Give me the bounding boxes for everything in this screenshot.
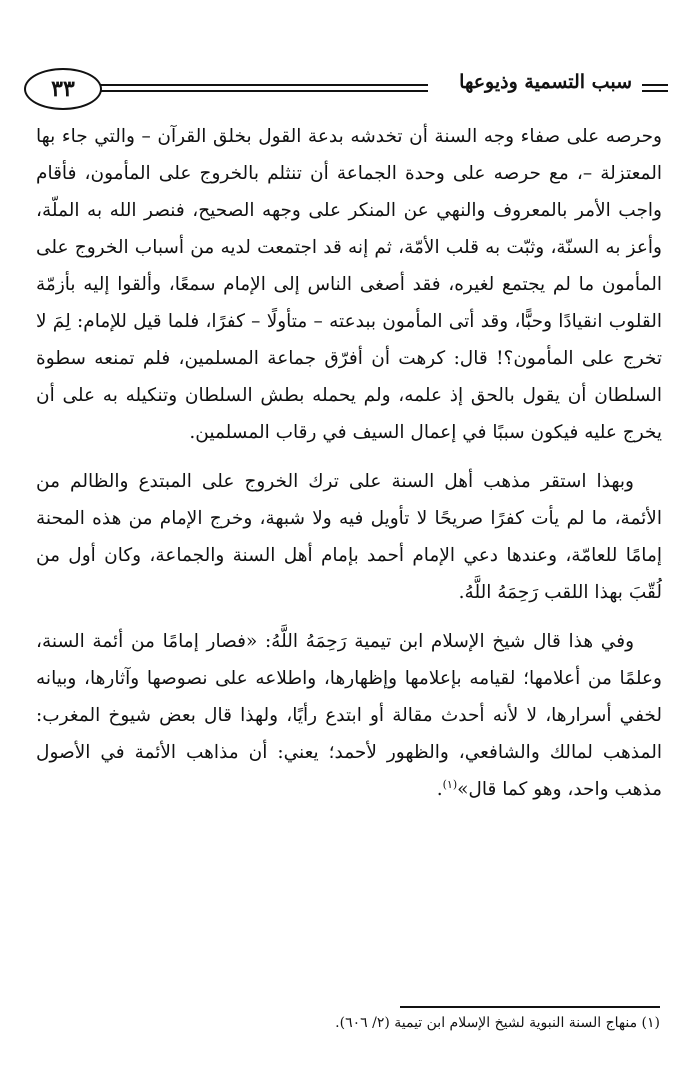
paragraph: وفي هذا قال شيخ الإسلام ابن تيمية رَحِمَهُ اللَّهُ: «فصار إمامًا من أئمة السنة، وعلمًا من أعلامها؛ لقيامه بإعلامها وإظهارها، واطلاعه على نصوصها وآثارها، وبيانه لخفي أسرارها، لا لأنه أحدث مقالة أو ابتدع رأيًا، ولهذا قال بعض شيوخ المغرب: المذهب لمالك والشافعي، والظهور لأحمد؛ يعني: أن مذاهب الأئمة في الأصول مذهب واحد، وهو كما قال»$^{(١)}$. [36, 631, 662, 800]
footnote-divider [400, 1006, 660, 1008]
running-title: سبب التسمية وذيوعها [453, 71, 638, 93]
paragraph: وحرصه على صفاء وجه السنة أن تخدشه بدعة القول بخلق القرآن – والتي جاء بها المعتزلة –، مع حرصه على وحدة الجماعة أن تنثلم بالخروج على المأمون، فأقام واجب الأمر بالمعروف والنهي عن المنكر على وجهه الصحيح، فنصر الله به الملّة، وأعز به السنّة، وثبّت به قلب الأمّة، ثم إنه قد اجتمعت لديه من أسباب الخروج على المأمون ما لم يجتمع لغيره، فقد أصغى الناس إلى الإمام سمعًا، وألقوا إليه بأزمّة القلوب انقيادًا وحبًّا، وقد أتى المأمون ببدعته – متأولًا – كفرًا، فلما قيل للإمام: لِمَ لا تخرج على المأمون؟! قال: كرهت أن أفرّق جماعة المسلمين، فلم تمنعه سطوة السلطان أن يقول بالحق إذ علمه، ولم يحمله بطش السلطان وتنكيله به على أن يخرج عليه فيكون سببًا في إعمال السيف في رقاب المسلمين. [36, 126, 662, 443]
page-header [20, 68, 668, 112]
header-rule [642, 84, 668, 86]
header-rule [90, 84, 428, 86]
header-rule [642, 90, 668, 92]
paragraph: وبهذا استقر مذهب أهل السنة على ترك الخروج على المبتدع والظالم من الأئمة، ما لم يأت كفرًا صريحًا لا تأويل فيه ولا شبهة، وخرج الإمام من هذه المحنة إمامًا للعامّة، وعندها دعي الإمام أحمد بإمام أهل السنة والجماعة، وكان أول من لُقّبَ بهذا اللقب رَحِمَهُ اللَّهُ. [36, 471, 662, 603]
quote-text: وفي هذا قال شيخ الإسلام ابن تيمية رَحِمَهُ اللَّهُ: «فصار إمامًا من أئمة السنة، وعلمًا من أعلامها؛ لقيامه بإعلامها وإظهارها، واطلاعه على نصوصها وآثارها، وبيانه لخفي أسرارها، لا لأنه أحدث مقالة أو ابتدع رأيًا، ولهذا قال بعض شيوخ المغرب: المذهب لمالك والشافعي، والظهور لأحمد؛ يعني: أن مذاهب الأئمة في الأصول مذهب واحد، وهو كما قال» [36, 631, 662, 800]
footnote: (١) منهاج السنة النبوية لشيخ الإسلام ابن تيمية (٢/ ٦٠٦). [335, 1015, 660, 1031]
page-number: ٣٣ [24, 68, 102, 110]
body-text [36, 118, 662, 820]
header-rule [90, 90, 428, 92]
footnote-ref[interactable]: (١) [442, 777, 458, 791]
